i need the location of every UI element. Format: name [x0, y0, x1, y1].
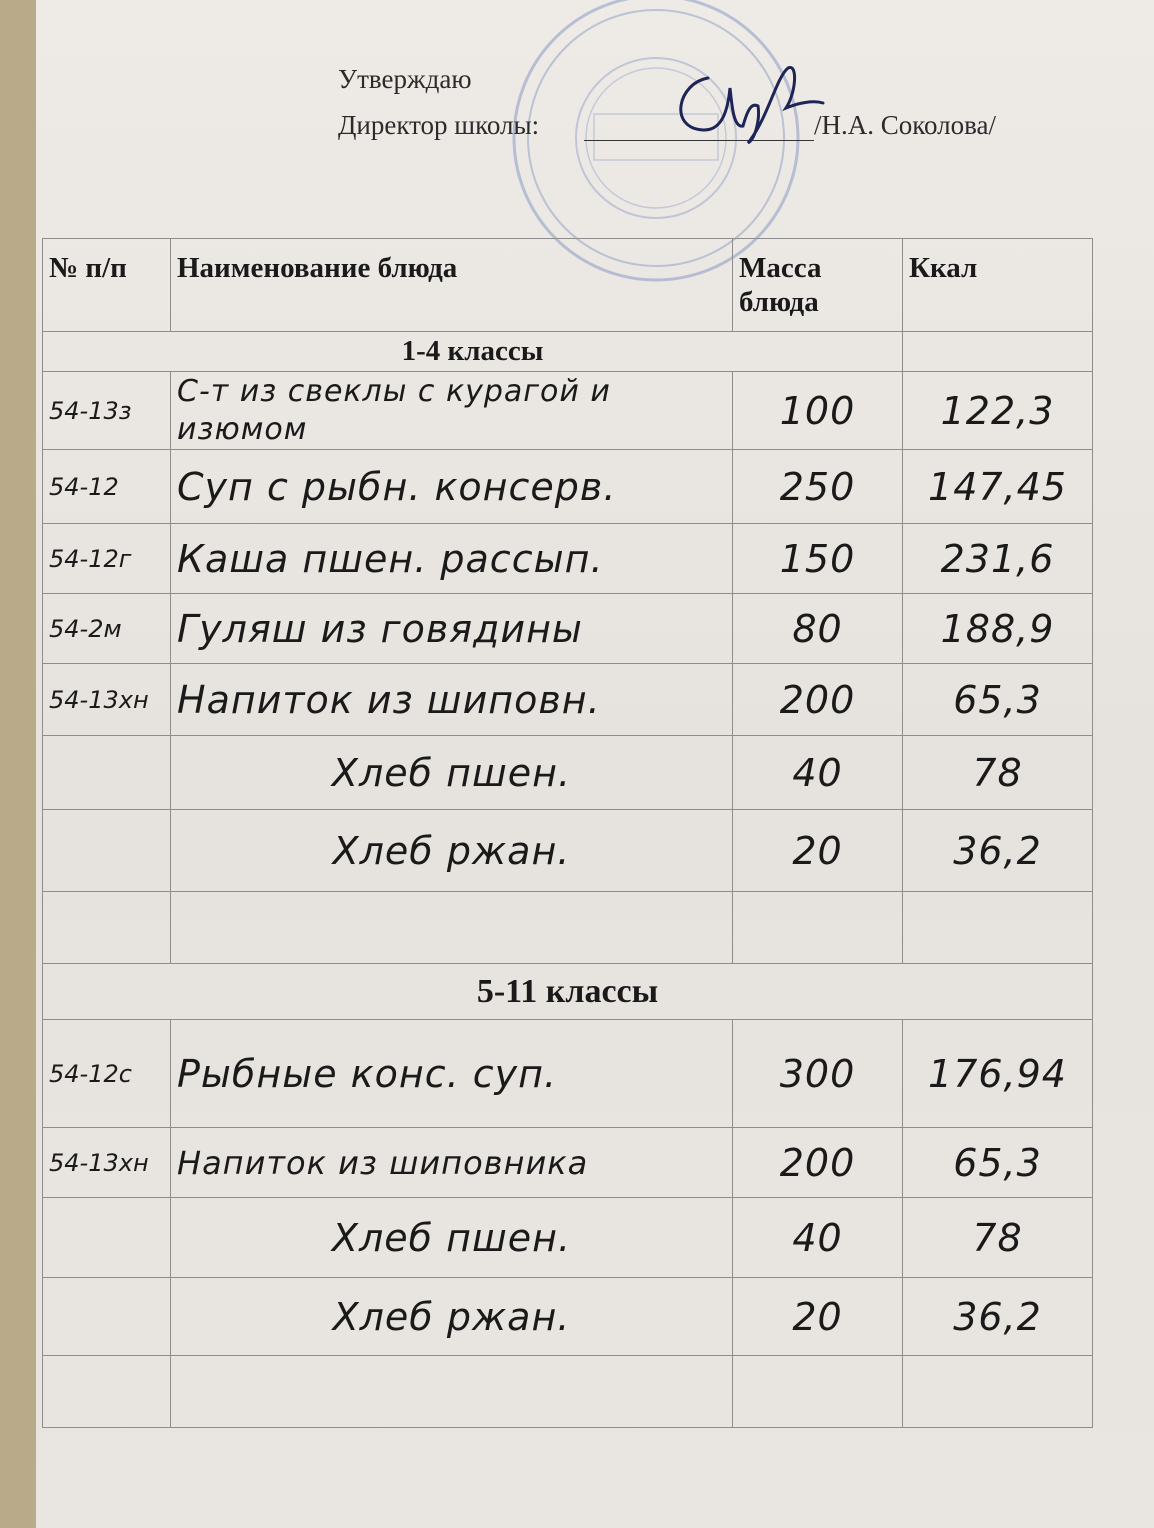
section-title: 5-11 классы: [43, 964, 1093, 1020]
dish-kcal: 176,94: [903, 1020, 1093, 1128]
dish-mass: 20: [733, 1278, 903, 1356]
dish-code: [43, 736, 171, 810]
dish-kcal: 188,9: [903, 594, 1093, 664]
table-row: [43, 1356, 1093, 1428]
dish-name: Суп с рыбн. консерв.: [171, 450, 733, 524]
section-title: 1-4 классы: [43, 332, 903, 372]
dish-mass: 200: [733, 664, 903, 736]
dish-name: [171, 892, 733, 964]
dish-kcal: 36,2: [903, 810, 1093, 892]
dish-name: Хлеб пшен.: [171, 736, 733, 810]
section-row: [43, 964, 1093, 1020]
col-header-num: № п/п: [43, 239, 171, 332]
dish-code: [43, 1278, 171, 1356]
dish-name: Каша пшен. рассып.: [171, 524, 733, 594]
dish-name: Гуляш из говядины: [171, 594, 733, 664]
dish-name: Рыбные конс. суп.: [171, 1020, 733, 1128]
dish-kcal: 122,3: [903, 372, 1093, 450]
approval-block: [338, 56, 996, 148]
col-header-mass: Масса блюда: [733, 239, 903, 332]
table-row: [43, 1128, 1093, 1198]
table-row: [43, 736, 1093, 810]
dish-code: 54-2м: [43, 594, 171, 664]
dish-kcal: [903, 892, 1093, 964]
dish-code: [43, 810, 171, 892]
table-row: [43, 594, 1093, 664]
dish-kcal: 147,45: [903, 450, 1093, 524]
dish-name: Напиток из шиповн.: [171, 664, 733, 736]
dish-mass: 100: [733, 372, 903, 450]
dish-mass: 250: [733, 450, 903, 524]
col-header-kcal: Ккал: [903, 239, 1093, 332]
col-header-dish: Наименование блюда: [171, 239, 733, 332]
dish-mass: [733, 892, 903, 964]
dish-code: 54-13хн: [43, 1128, 171, 1198]
dish-kcal: 231,6: [903, 524, 1093, 594]
table-row: [43, 372, 1093, 450]
table-header-row: [43, 239, 1093, 332]
dish-kcal: 78: [903, 1198, 1093, 1278]
director-signature: [648, 48, 828, 148]
table-row: [43, 1198, 1093, 1278]
dish-name: Хлеб ржан.: [171, 1278, 733, 1356]
director-label: Директор школы:: [338, 110, 540, 140]
dish-code: 54-12г: [43, 524, 171, 594]
section-row: [43, 332, 1093, 372]
menu-table: [42, 238, 1093, 1428]
table-row: [43, 1278, 1093, 1356]
dish-name: Хлеб пшен.: [171, 1198, 733, 1278]
dish-code: [43, 1356, 171, 1428]
dish-kcal: 65,3: [903, 664, 1093, 736]
dish-kcal: 36,2: [903, 1278, 1093, 1356]
dish-kcal: 65,3: [903, 1128, 1093, 1198]
dish-kcal: [903, 1356, 1093, 1428]
dish-code: 54-12с: [43, 1020, 171, 1128]
dish-name: [171, 1356, 733, 1428]
menu-sheet: [36, 0, 1154, 1528]
dish-mass: 40: [733, 1198, 903, 1278]
table-row: [43, 524, 1093, 594]
dish-kcal: 78: [903, 736, 1093, 810]
dish-code: 54-12: [43, 450, 171, 524]
dish-code: 54-13хн: [43, 664, 171, 736]
table-row: [43, 810, 1093, 892]
dish-code: [43, 1198, 171, 1278]
dish-mass: [733, 1356, 903, 1428]
table-row: [43, 1020, 1093, 1128]
dish-name: Напиток из шиповника: [171, 1128, 733, 1198]
dish-mass: 40: [733, 736, 903, 810]
dish-code: [43, 892, 171, 964]
table-row: [43, 664, 1093, 736]
dish-name: Хлеб ржан.: [171, 810, 733, 892]
dish-mass: 150: [733, 524, 903, 594]
dish-mass: 200: [733, 1128, 903, 1198]
table-row: [43, 450, 1093, 524]
table-row: [43, 892, 1093, 964]
dish-mass: 80: [733, 594, 903, 664]
dish-mass: 300: [733, 1020, 903, 1128]
director-name: /Н.А. Соколова/: [814, 110, 996, 140]
dish-code: 54-13з: [43, 372, 171, 450]
approval-title: Утверждаю: [338, 64, 472, 94]
dish-name: С-т из свеклы с курагой и изюмом: [171, 372, 733, 450]
dish-mass: 20: [733, 810, 903, 892]
